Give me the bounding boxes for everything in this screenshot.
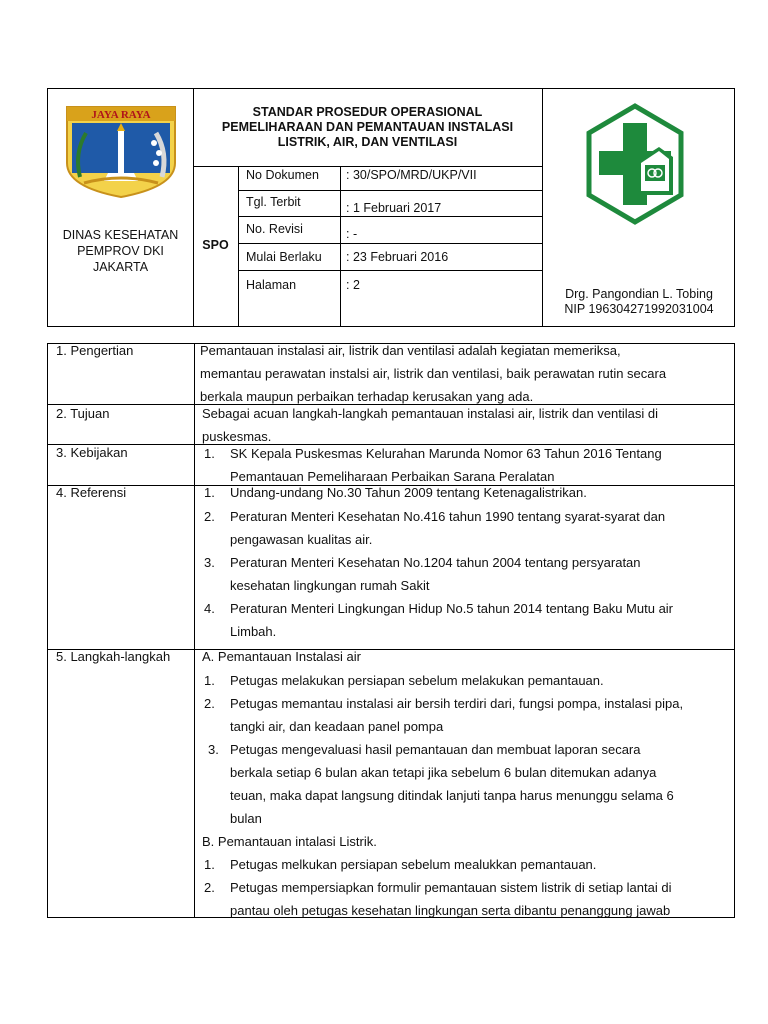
referensi-item: Peraturan Menteri Lingkungan Hidup No.5 tahun 2014 tentang Baku Mutu air [230, 601, 674, 616]
org-line: JAKARTA [92, 260, 149, 274]
langkah-item: Petugas melakukan persiapan sebelum melakukan pemantauan. [230, 673, 604, 688]
referensi-item: Limbah. [230, 624, 277, 639]
signer-block [542, 287, 736, 317]
header-divider [238, 270, 542, 271]
header-divider [238, 190, 542, 191]
langkah-item: Petugas mempersiapkan formulir pemantauan sistem listrik di setiap lantai di [230, 880, 672, 895]
meta-label-mulai-berlaku: Mulai Berlaku [246, 250, 322, 264]
list-number: 2. [204, 509, 215, 524]
pengertian-text: Pemantauan instalasi air, listrik dan ventilasi adalah kegiatan memeriksa, [200, 343, 621, 358]
org-name [48, 227, 193, 275]
title-line: PEMELIHARAAN DAN PEMANTAUAN INSTALASI [221, 120, 514, 134]
referensi-item: pengawasan kualitas air. [230, 532, 373, 547]
meta-label-no-revisi: No. Revisi [246, 222, 303, 236]
section-label-kebijakan: 3. Kebijakan [56, 445, 128, 460]
signer-name: Drg. Pangondian L. Tobing [565, 287, 713, 301]
langkah-item: teuan, maka dapat langsung ditindak lanjuti tanpa harus menunggu selama 6 [230, 788, 674, 803]
list-number: 1. [204, 446, 215, 461]
org-line: DINAS KESEHATAN [62, 228, 179, 242]
header-table [47, 88, 735, 327]
subsection-heading: A. Pemantauan Instalasi air [202, 649, 361, 664]
list-number: 1. [204, 673, 215, 688]
subsection-heading: B. Pemantauan intalasi Listrik. [202, 834, 377, 849]
spo-label: SPO [202, 238, 229, 252]
meta-label-tgl-terbit: Tgl. Terbit [246, 195, 301, 209]
section-label-tujuan: 2. Tujuan [56, 406, 110, 421]
section-label-pengertian: 1. Pengertian [56, 343, 134, 358]
header-divider [238, 243, 542, 244]
tujuan-text: Sebagai acuan langkah-langkah pemantauan instalasi air, listrik dan ventilasi di [202, 406, 659, 421]
langkah-item: berkala setiap 6 bulan akan tetapi jika sebelum 6 bulan ditemukan adanya [230, 765, 657, 780]
pengertian-text: memantau perawatan instalsi air, listrik dan ventilasi, baik perawatan rutin secara [200, 366, 667, 381]
body-divider [194, 344, 195, 917]
referensi-item: Peraturan Menteri Kesehatan No.1204 tahun 2004 tentang persyaratan [230, 555, 641, 570]
section-label-referensi: 4. Referensi [56, 485, 127, 500]
signer-nip: NIP 196304271992031004 [564, 302, 714, 316]
referensi-item: Peraturan Menteri Kesehatan No.416 tahun 1990 tentang syarat-syarat dan [230, 509, 666, 524]
meta-label-halaman: Halaman [246, 278, 297, 292]
referensi-item: kesehatan lingkungan rumah Sakit [230, 578, 430, 593]
procedure-table [47, 343, 735, 918]
list-number: 2. [204, 696, 215, 711]
jakarta-emblem-icon [64, 103, 178, 199]
meta-value-no-revisi: : - [346, 227, 358, 241]
pengertian-text: berkala maupun perbaikan terhadap kerusakan yang ada. [200, 389, 534, 404]
list-number: 1. [204, 485, 215, 500]
referensi-item: Undang-undang No.30 Tahun 2009 tentang Ketenagalistrikan. [230, 485, 587, 500]
tujuan-text: puskesmas. [202, 429, 272, 444]
title-line: STANDAR PROSEDUR OPERASIONAL [252, 105, 483, 119]
list-number: 3. [204, 555, 215, 570]
list-number: 4. [204, 601, 215, 616]
langkah-item: pantau oleh petugas kesehatan lingkungan serta dibantu penanggung jawab [230, 903, 671, 918]
title-line: LISTRIK, AIR, DAN VENTILASI [277, 135, 458, 149]
puskesmas-logo-icon [585, 103, 685, 225]
list-number: 1. [204, 857, 215, 872]
kebijakan-text: SK Kepala Puskesmas Kelurahan Marunda Nomor 63 Tahun 2016 Tentang [230, 446, 662, 461]
logo-banner-text: JAYA RAYA [91, 109, 151, 121]
header-divider [193, 166, 542, 167]
langkah-item: tangki air, dan keadaan panel pompa [230, 719, 444, 734]
langkah-item: Petugas melkukan persiapan sebelum mealukkan pemantauan. [230, 857, 597, 872]
langkah-item: Petugas memantau instalasi air bersih terdiri dari, fungsi pompa, instalasi pipa, [230, 696, 684, 711]
header-divider [238, 216, 542, 217]
list-number: 3. [208, 742, 219, 757]
meta-value-no-dokumen: : 30/SPO/MRD/UKP/VII [346, 168, 477, 182]
org-line: PEMPROV DKI [77, 244, 164, 258]
meta-value-mulai-berlaku: : 23 Februari 2016 [346, 250, 449, 264]
langkah-item: bulan [230, 811, 262, 826]
meta-label-no-dokumen: No Dokumen [246, 168, 319, 182]
meta-value-tgl-terbit: : 1 Februari 2017 [346, 201, 442, 215]
document-title [193, 105, 542, 150]
meta-value-halaman: : 2 [346, 278, 360, 292]
section-label-langkah: 5. Langkah-langkah [56, 649, 171, 664]
langkah-item: Petugas mengevaluasi hasil pemantauan dan membuat laporan secara [230, 742, 641, 757]
list-number: 2. [204, 880, 215, 895]
kebijakan-text: Pemantauan Pemeliharaan Perbaikan Sarana Peralatan [230, 469, 555, 484]
